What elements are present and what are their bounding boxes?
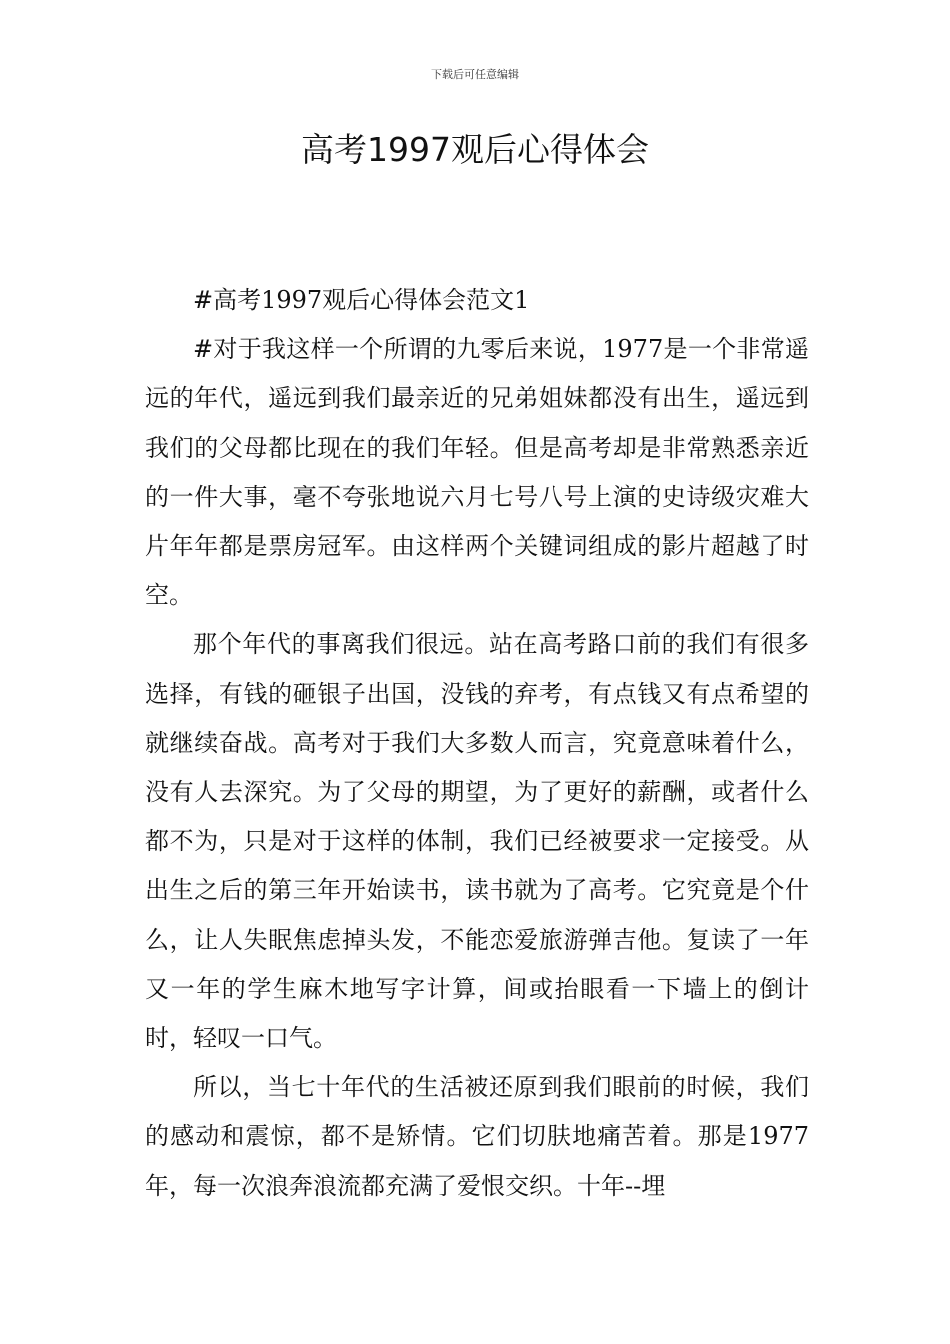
document-body <box>145 276 809 1211</box>
paragraph: 那个年代的事离我们很远。站在高考路口前的我们有很多选择，有钱的砸银子出国，没钱的弃考，有点钱又有点希望的就继续奋战。高考对于我们大多数人而言，究竟意味着什么，没有人去深究。为了父母的期望，为了更好的薪酬，或者什么都不为，只是对于这样的体制，我们已经被要求一定接受。从出生之后的第三年开始读书，读书就为了高考。它究竟是个什么，让人失眠焦虑掉头发，不能恋爱旅游弹吉他。复读了一年又一年的学生麻木地写字计算，间或抬眼看一下墙上的倒计时，轻叹一口气。 <box>145 630 809 1053</box>
page-title: 高考1997观后心得体会 <box>301 130 649 169</box>
paragraph-subtitle: #高考1997观后心得体会范文1 <box>193 286 530 314</box>
paragraph: 所以，当七十年代的生活被还原到我们眼前的时候，我们的感动和震惊，都不是矫情。它们切肤地痛苦着。那是1977年，每一次浪奔浪流都充满了爱恨交织。十年--埋 <box>145 1073 809 1200</box>
header-note: 下载后可任意编辑 <box>431 68 519 81</box>
paragraph: #对于我这样一个所谓的九零后来说，1977是一个非常遥远的年代，遥远到我们最亲近的兄弟姐妹都没有出生，遥远到我们的父母都比现在的我们年轻。但是高考却是非常熟悉亲近的一件大事，毫不夸张地说六月七号八号上演的史诗级灾难大片年年都是票房冠军。由这样两个关键词组成的影片超越了时空。 <box>145 335 809 610</box>
